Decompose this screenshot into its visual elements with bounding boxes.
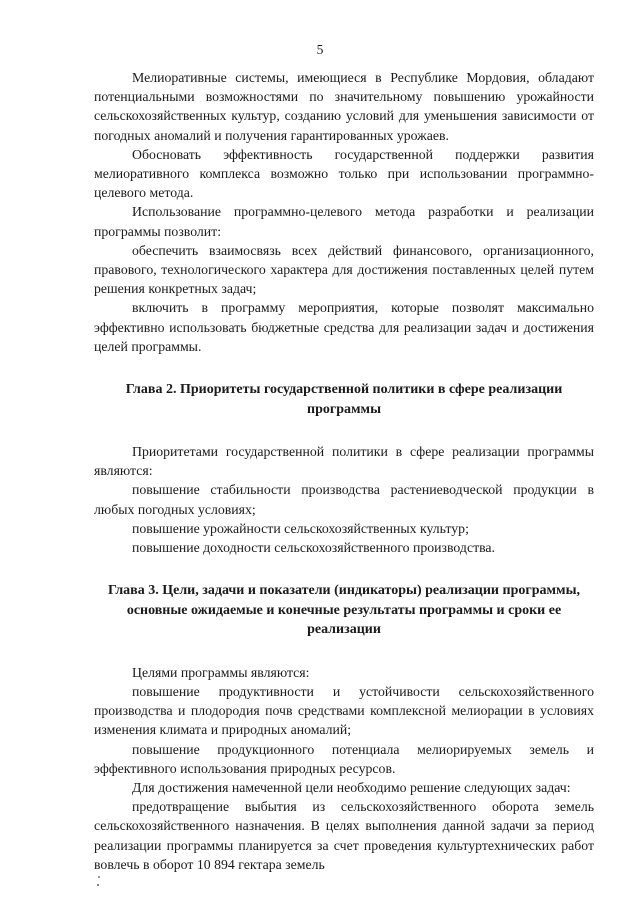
paragraph-priority-stability: повышение стабильности производства растениеводческой продукции в любых погодных условиях; <box>94 482 594 517</box>
paragraph-ensure-interconnection: обеспечить взаимосвязь всех действий финансового, организационного, правового, технологического характера для достижения поставленных целей путем решения конкретных задач; <box>94 242 594 297</box>
paragraph-priority-yield: повышение урожайности сельскохозяйственных культур; <box>132 520 469 536</box>
paragraph-goals-intro: Целями программы являются: <box>132 664 310 680</box>
paragraph-state-support: Обосновать эффективность государственной поддержки развития мелиоративного комплекса возможно только при использовании программно-целевого метода. <box>94 146 594 201</box>
paragraph-priority-profitability: повышение доходности сельскохозяйственного производства. <box>132 540 496 556</box>
paragraph-program-method: Использование программно-целевого метода разработки и реализации программы позволит: <box>94 204 594 239</box>
paragraph-goal-potential: повышение продукционного потенциала мелиорируемых земель и эффективного использования природных ресурсов. <box>94 741 594 776</box>
chapter-3-heading: Глава 3. Цели, задачи и показатели (индикаторы) реализации программы, основные ожидаемые и конечные результаты программы и сроки ее реализации <box>107 583 580 638</box>
scan-specks <box>96 872 136 892</box>
paragraph-task-prevent-withdrawal: предотвращение выбытия из сельскохозяйственного оборота земель сельскохозяйственного назначения. В целях выполнения данной задачи за период реализации программы планируется за счет проведения культуртехнических работ вовлечь в оборот 10 894 гектара земель <box>94 799 594 872</box>
page-number: 5 <box>316 42 324 57</box>
paragraph-tasks-intro: Для достижения намеченной цели необходимо решение следующих задач: <box>132 779 571 795</box>
paragraph-priorities-intro: Приоритетами государственной политики в сфере реализации программы являются: <box>94 444 594 479</box>
paragraph-reclamation-systems: Мелиоративные системы, имеющиеся в Республике Мордовия, обладают потенциальными возможностями по значительному повышению урожайности сельскохозяйственных культур, созданию условий для уменьшения зависимости от погодных аномалий и получения гарантированных урожаев. <box>94 70 594 143</box>
chapter-2-heading: Глава 2. Приоритеты государственной политики в сфере реализации программы <box>125 382 563 417</box>
document-body <box>94 68 594 874</box>
paragraph-include-measures: включить в программу мероприятия, которые позволят максимально эффективно использовать бюджетные средства для реализации задач и достижения целей программы. <box>94 300 594 354</box>
paragraph-goal-productivity: повышение продуктивности и устойчивости сельскохозяйственного производства и плодородия почв средствами комплексной мелиорации в условиях изменения климата и природных аномалий; <box>94 683 594 738</box>
